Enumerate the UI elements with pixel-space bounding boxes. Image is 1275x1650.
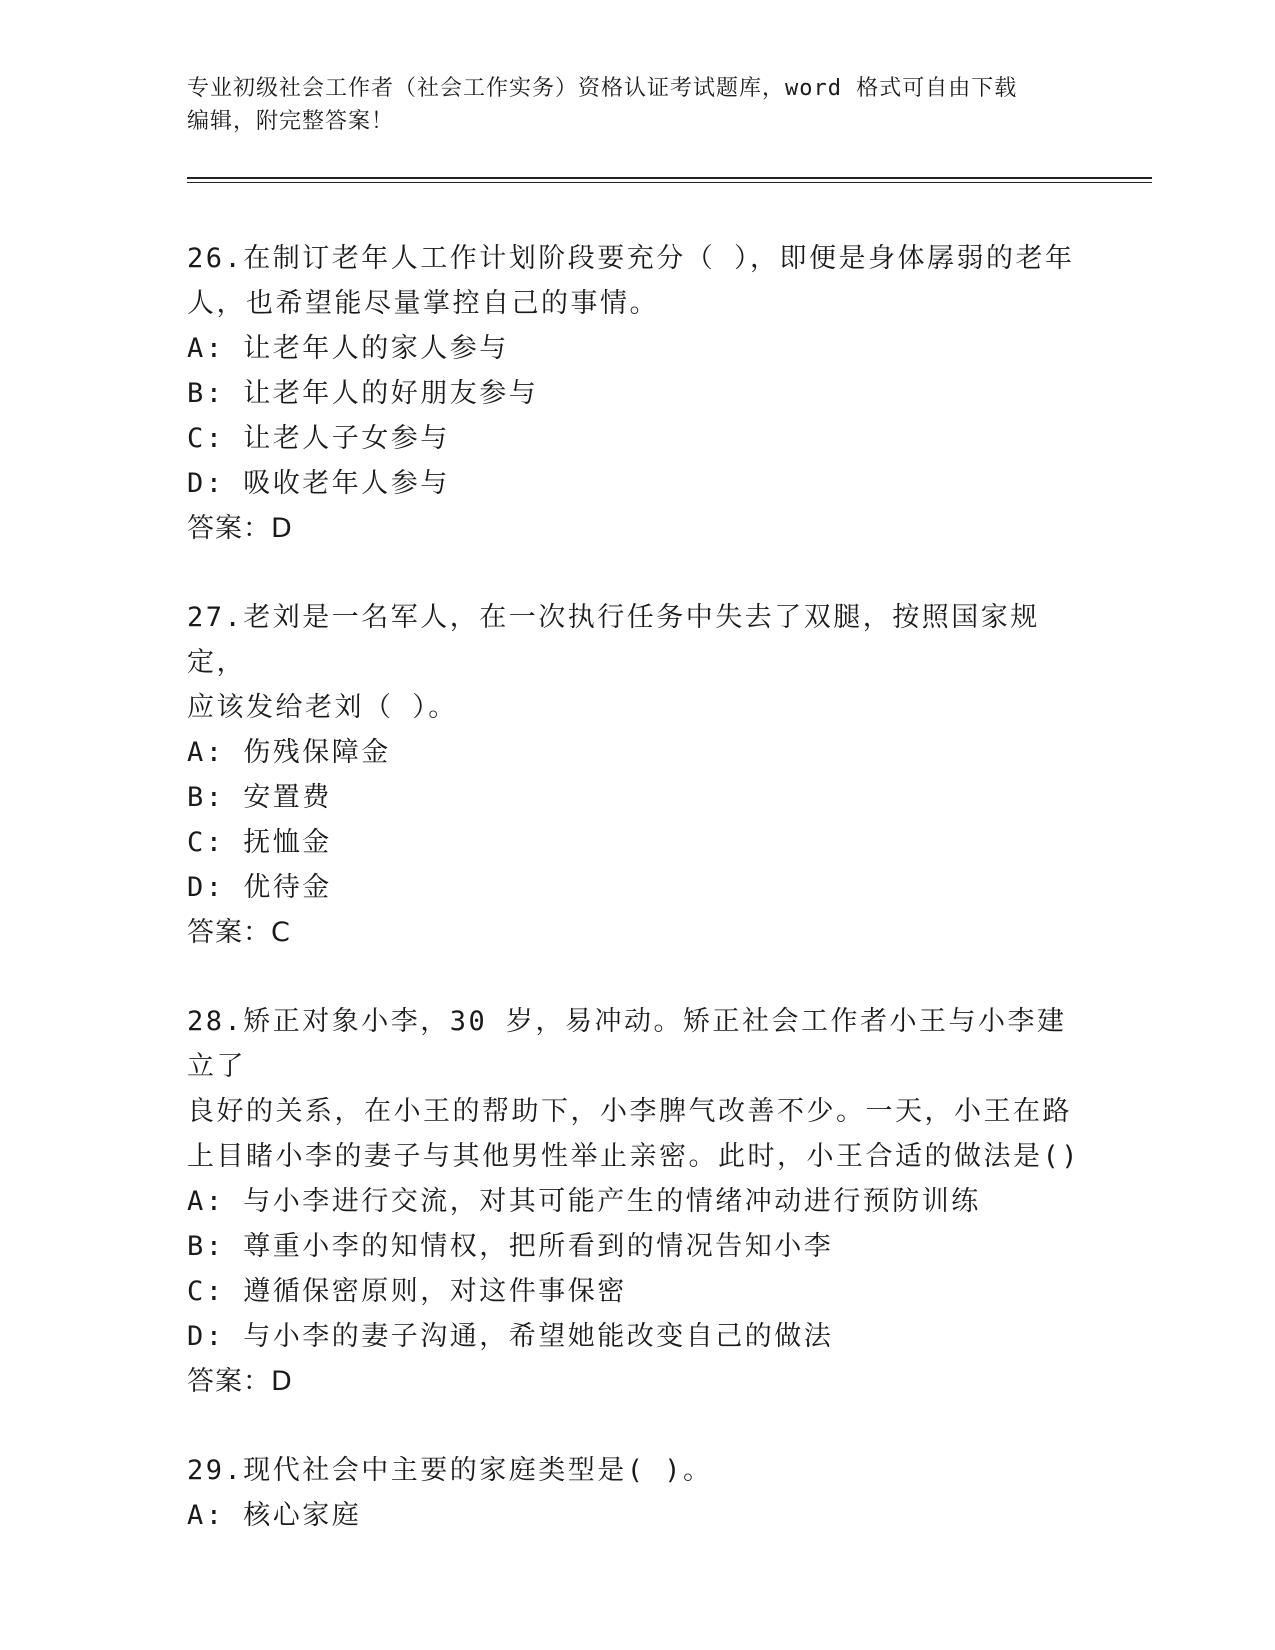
option-b: B: 让老年人的好朋友参与 [187, 378, 539, 409]
option-d: D: 优待金 [187, 872, 332, 903]
header-line-2: 编辑，附完整答案！ [187, 109, 395, 134]
answer-line: 答案：C [187, 917, 291, 948]
answer-line: 答案：D [187, 513, 293, 544]
option-a: A: 核心家庭 [187, 1500, 362, 1531]
option-c: C: 遵循保密原则，对这件事保密 [187, 1276, 627, 1307]
option-d: D: 与小李的妻子沟通，希望她能改变自己的做法 [187, 1321, 834, 1352]
option-a: A: 伤残保障金 [187, 737, 391, 768]
stem-line: 28.矫正对象小李，30 岁，易冲动。矫正社会工作者小王与小李建立了 [187, 1006, 1067, 1082]
question-stem [187, 999, 1087, 1179]
question-stem [187, 236, 1087, 326]
stem-line: 人，也希望能尽量掌控自己的事情。 [187, 288, 659, 319]
question-stem [187, 1448, 1087, 1493]
question-26 [187, 236, 1087, 551]
stem-line: 应该发给老刘（ ）。 [187, 692, 458, 723]
document-header [187, 72, 1067, 138]
header-line-1: 专业初级社会工作者（社会工作实务）资格认证考试题库，word 格式可自由下载 [187, 76, 1018, 101]
stem-line: 29.现代社会中主要的家庭类型是( )。 [187, 1455, 713, 1486]
stem-line: 26.在制订老年人工作计划阶段要充分（ ），即便是身体孱弱的老年 [187, 243, 1075, 274]
question-27 [187, 595, 1087, 955]
header-divider-thin [187, 182, 1152, 183]
question-28 [187, 999, 1087, 1404]
option-a: A: 让老年人的家人参与 [187, 333, 509, 364]
stem-line: 27.老刘是一名军人，在一次执行任务中失去了双腿，按照国家规定， [187, 602, 1040, 678]
option-c: C: 让老人子女参与 [187, 423, 450, 454]
question-29 [187, 1448, 1087, 1538]
question-list [187, 236, 1087, 1582]
stem-line: 良好的关系，在小王的帮助下，小李脾气改善不少。一天，小王在路 [187, 1096, 1072, 1127]
stem-line: 上目睹小李的妻子与其他男性举止亲密。此时，小王合适的做法是() [187, 1141, 1081, 1172]
option-c: C: 抚恤金 [187, 827, 332, 858]
question-stem [187, 595, 1087, 730]
option-d: D: 吸收老年人参与 [187, 468, 450, 499]
option-b: B: 安置费 [187, 782, 332, 813]
header-divider-thick [187, 177, 1152, 179]
option-a: A: 与小李进行交流，对其可能产生的情绪冲动进行预防训练 [187, 1186, 981, 1217]
answer-line: 答案：D [187, 1366, 293, 1397]
option-b: B: 尊重小李的知情权，把所看到的情况告知小李 [187, 1231, 834, 1262]
